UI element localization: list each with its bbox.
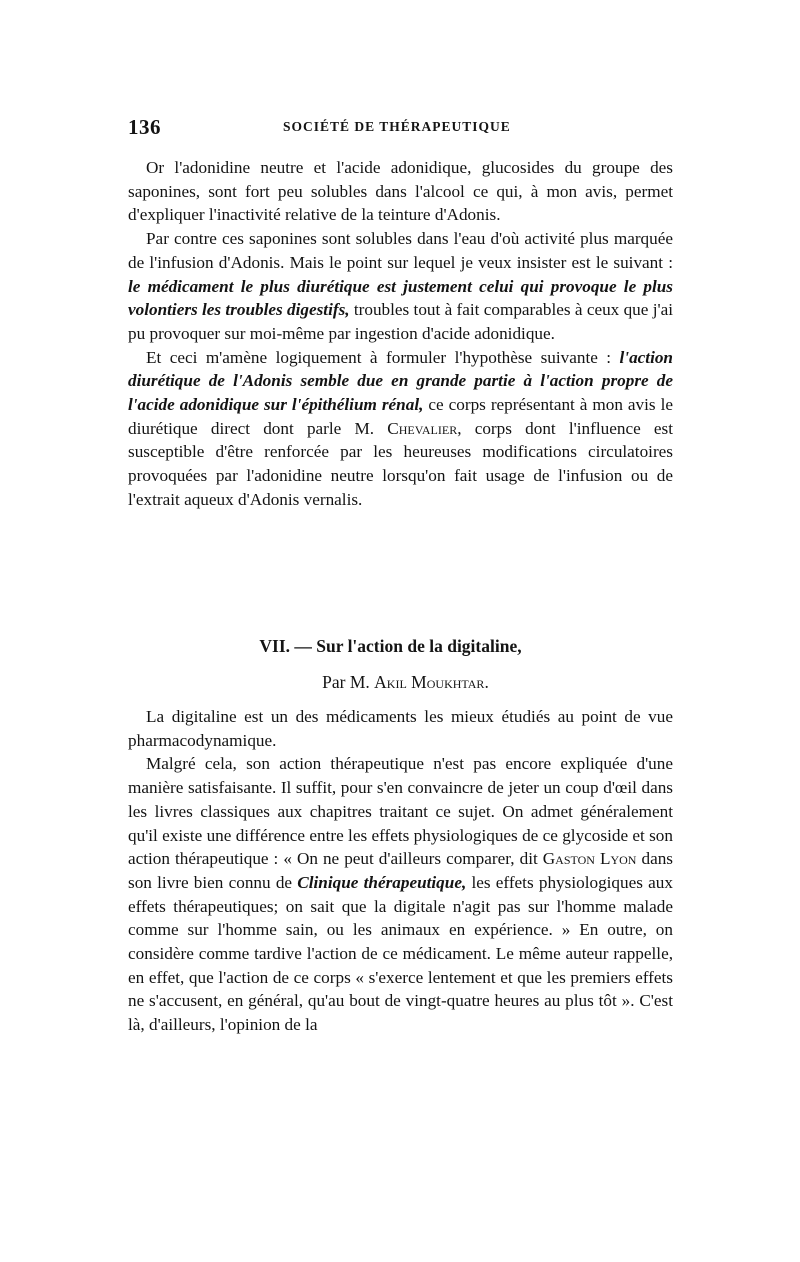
paragraph-text: troubles tout à fait comparables à ceux que j'ai pu provoquer sur moi-même par ingestion d'acide adonidique.	[128, 300, 673, 343]
paragraph-text: ce corps représentant à mon avis le diurétique direct dont parle M.	[128, 395, 673, 438]
running-head: SOCIÉTÉ DE THÉRAPEUTIQUE	[283, 119, 511, 134]
paragraph	[128, 156, 673, 227]
byline	[128, 670, 673, 694]
text-block-adonis	[128, 156, 673, 512]
paragraph-text: les effets physiologiques aux effets thérapeutiques; on sait que la digitale n'agit pas sur l'homme malade comme sur l'homme sain, ou les animaux en expérience. » En outre, on considère comme tardive l'action de ce médicament. Le même auteur rappelle, en effet, que l'action de ce corps « s'exerce lentement et que les premiers effets ne s'accusent, en général, qu'au bout de vingt-quatre heures au plus tôt ». C'est là, d'ailleurs, l'opinion de la	[128, 872, 673, 1035]
byline-suffix: .	[484, 672, 489, 692]
paragraph-text: Malgré cela, son action thérapeutique n'est pas encore expliquée d'une manière satisfaisante. Il suffit, pour s'en convaincre de jeter un coup d'œil dans les livres classiques aux chapitres traitant ce sujet. On admet généralement qu'il existe une différence entre les effets physiologiques de ce glycoside et son action thérapeutique : « On ne peut d'ailleurs comparer, dit	[128, 754, 673, 869]
paragraph-text: Et ceci m'amène logiquement à formuler l'hypothèse suivante :	[146, 347, 620, 367]
page-header	[128, 115, 673, 145]
emphasis-text: l'action diurétique de l'Adonis semble due en grande partie à l'action propre de l'acide adonidique sur l'épithélium rénal,	[128, 347, 673, 415]
paragraph	[128, 227, 673, 346]
paragraph-text: Or l'adonidine neutre et l'acide adonidique, glucosides du groupe des saponines, sont fort peu solubles dans l'alcool ce qui, à mon avis, permet d'expliquer l'inactivité relative de la teinture d'Adonis.	[128, 158, 673, 225]
section-heading	[128, 634, 673, 694]
paragraph	[128, 752, 673, 1036]
author-name: Gaston Lyon	[542, 849, 637, 869]
byline-prefix: Par M.	[322, 672, 375, 692]
section-title: VII. — Sur l'action de la digitaline,	[259, 636, 522, 656]
paragraph-text: dans son livre bien connu de	[128, 849, 674, 892]
author-name: Chevalier	[387, 418, 458, 438]
paragraph	[128, 705, 673, 752]
paragraph-text: Par contre ces saponines sont solubles dans l'eau d'où activité plus marquée de l'infusion d'Adonis. Mais le point sur lequel je veux insister est le suivant :	[128, 229, 673, 272]
book-title: Clinique thérapeutique,	[297, 872, 467, 892]
emphasis-text: le médicament le plus diurétique est justement celui qui provoque le plus volontiers les troubles digestifs,	[128, 276, 673, 320]
text-block-digitaline	[128, 705, 673, 1037]
author-name: Akil Moukhtar	[374, 672, 485, 692]
paragraph-text: , corps dont l'influence est susceptible d'être renforcée par les heureuses modifications circulatoires provoquées par l'adonidine neutre lorsqu'on fait usage de l'infusion ou de l'extrait aqueux d'Adonis vernalis.	[128, 418, 673, 509]
paragraph	[128, 346, 673, 512]
paragraph-text: La digitaline est un des médicaments les mieux étudiés au point de vue pharmacodynamique.	[128, 707, 673, 750]
page-number: 136	[128, 115, 161, 139]
